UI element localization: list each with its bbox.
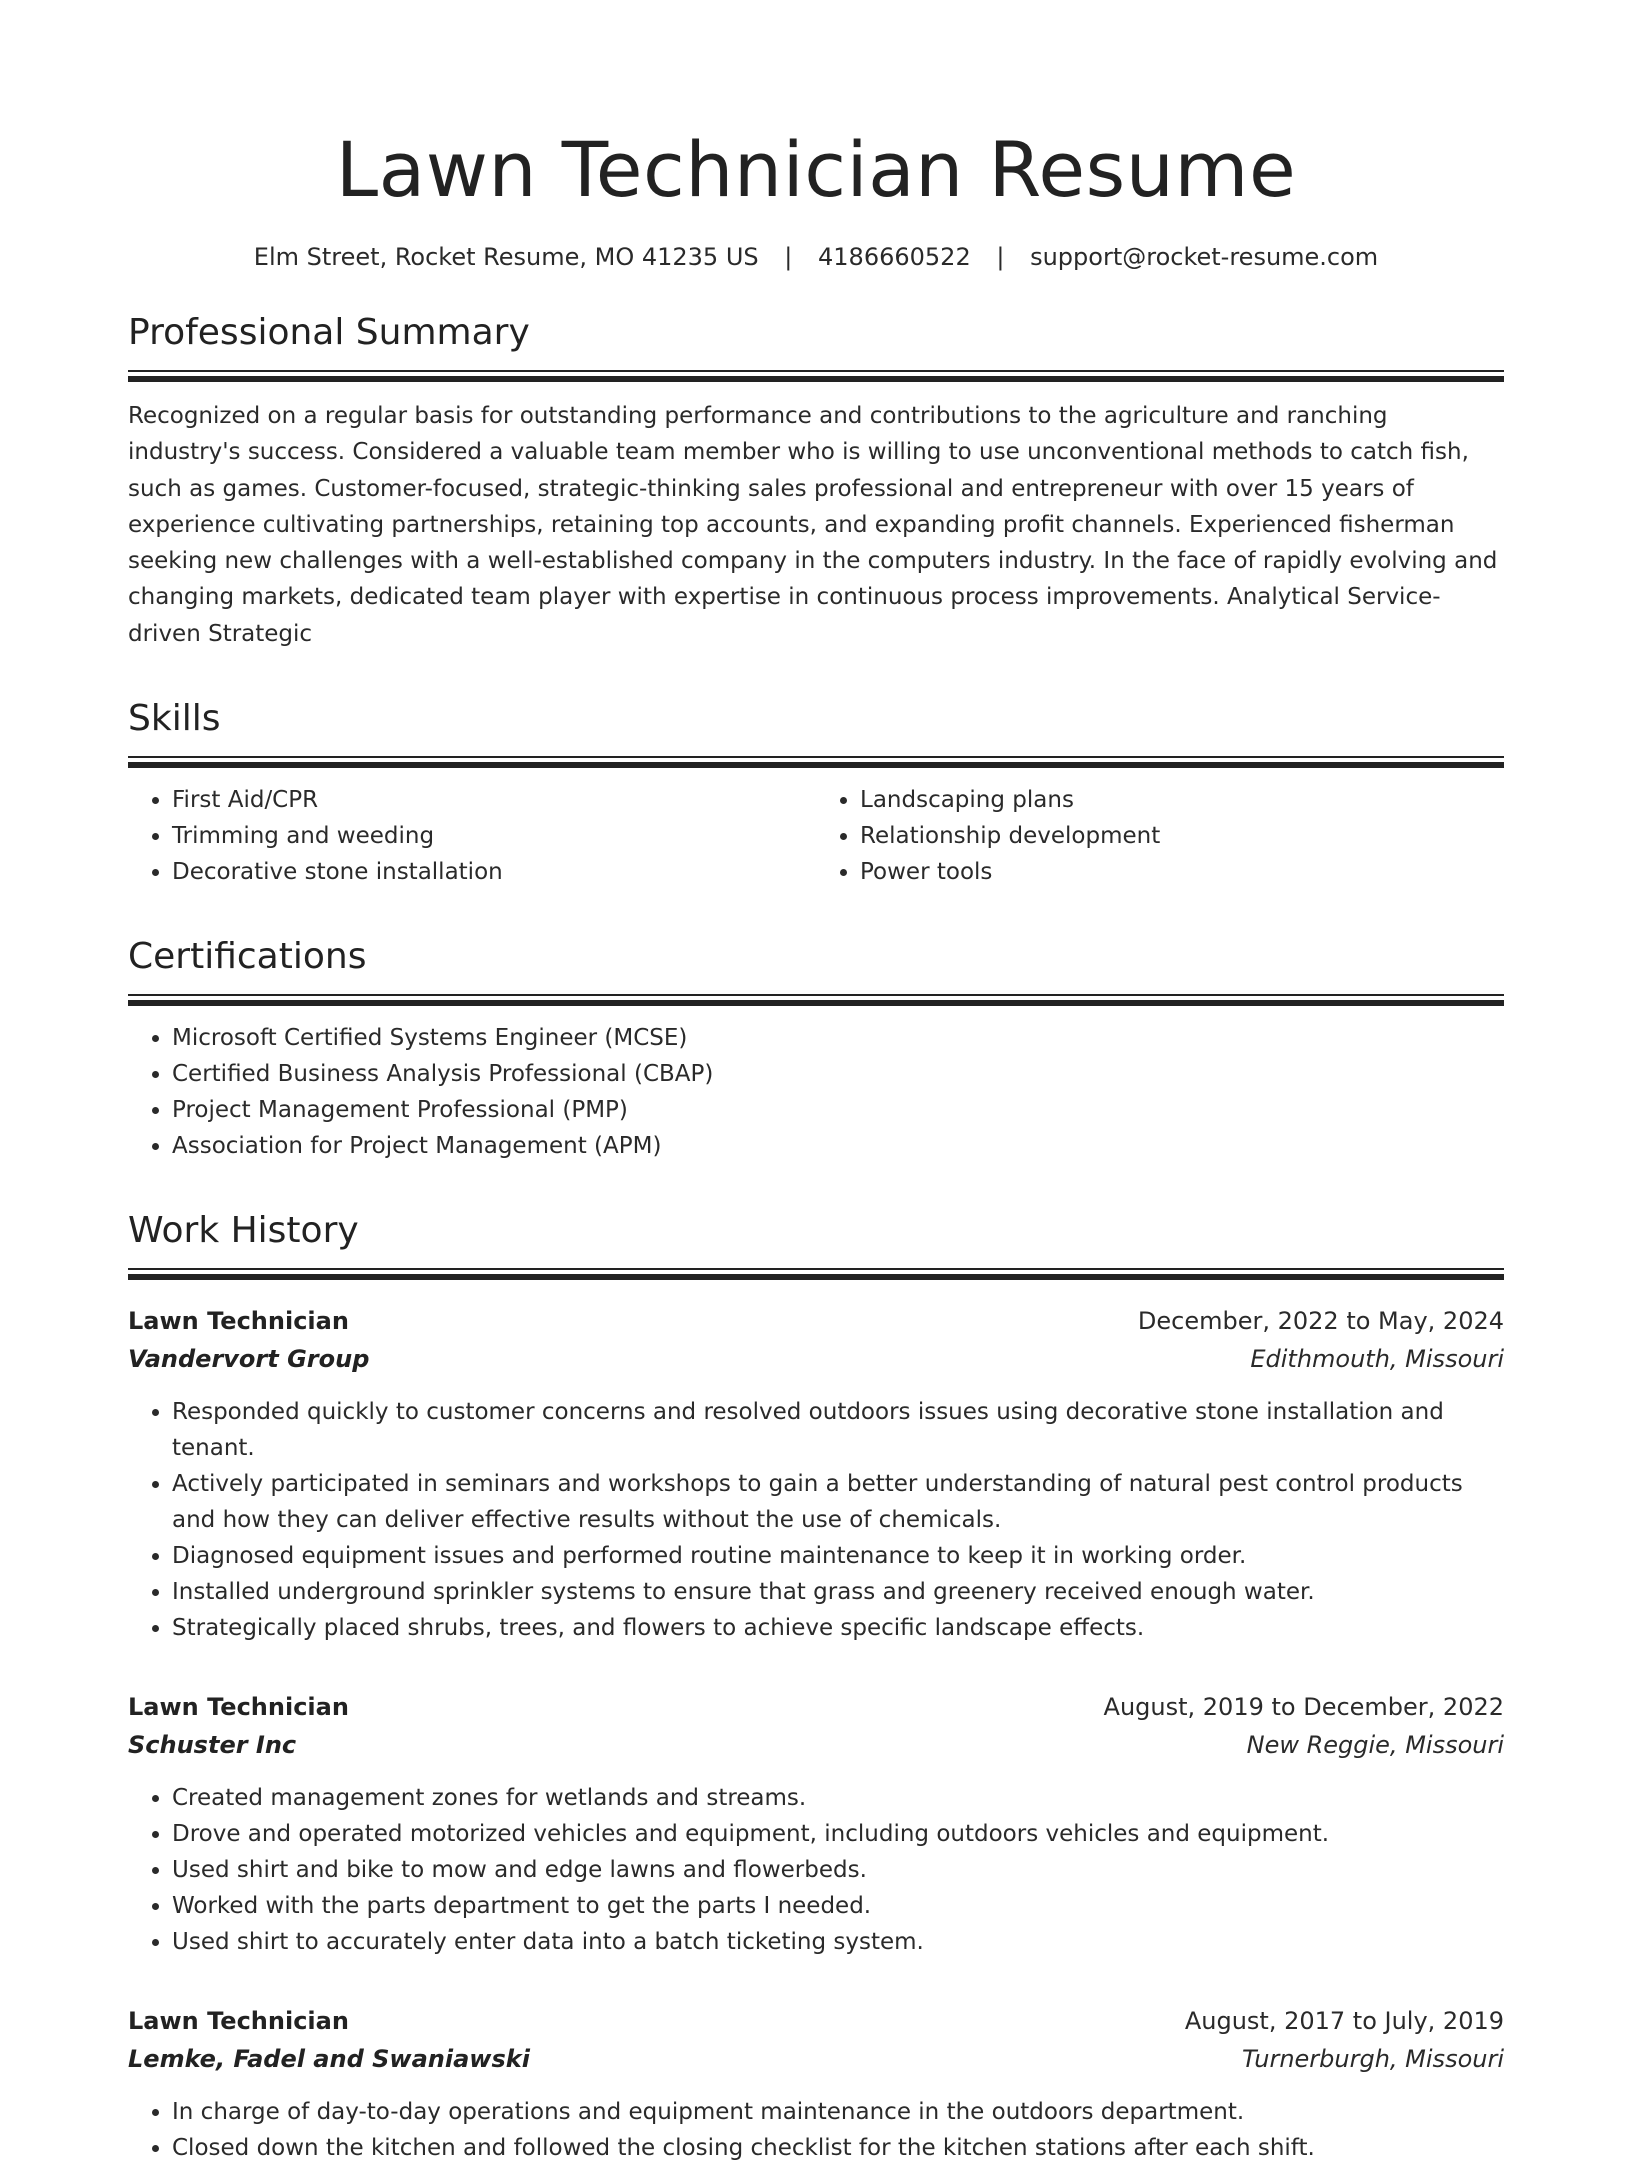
summary-text: Recognized on a regular basis for outstanding performance and contributions to the agriculture and ranching industry's success. Considered a valuable team member who is willing to use unconventional methods to catch fish, such as games. Customer-focused, strategic-thinking sales professional and entrepreneur with over 15 years of experience cultivating partnerships, retaining top accounts, and expanding profit channels. Experienced fisherman seeking new challenges with a well-established company in the computers industry. In the face of rapidly evolving and changing markets, dedicated team player with expertise in continuous process improvements. Analytical Service-driven Strategic (128, 403, 1498, 647)
section-heading: Certifications (128, 936, 367, 978)
section-divider (128, 370, 1504, 382)
section-heading: Skills (128, 698, 221, 740)
job-bullet: • Used shirt and bike to mow and edge lawns and flowerbeds. (172, 1852, 1504, 1888)
job-company: Vandervort Group (128, 1345, 370, 1374)
certification-item: • Certified Business Analysis Professional (CBAP) (172, 1056, 1504, 1092)
job-bullet: • Diagnosed equipment issues and performed routine maintenance to keep it in working order. (172, 1538, 1504, 1574)
job-company-row (128, 2040, 1504, 2078)
job-bullet: • Worked with the parts department to get the parts I needed. (172, 1888, 1504, 1924)
skills-list-left (128, 782, 816, 890)
job-dates: December, 2022 to May, 2024 (1137, 1307, 1504, 1336)
job-title: Lawn Technician (128, 1693, 349, 1722)
job-company-row (128, 1340, 1504, 1378)
section-heading: Professional Summary (128, 312, 530, 353)
job-bullet: • Closed down the kitchen and followed the closing checklist for the kitchen stations after each shift. (172, 2130, 1504, 2166)
section-divider (128, 994, 1504, 1006)
job-header-row (128, 2002, 1504, 2040)
job-header-row (128, 1302, 1504, 1340)
contact-phone: 4186660522 (818, 243, 971, 271)
skills-list-right (816, 782, 1504, 890)
contact-email: support@rocket-resume.com (1030, 243, 1379, 271)
certifications-section (128, 934, 1504, 1164)
job-title: Lawn Technician (128, 1307, 349, 1336)
job-entry (128, 1688, 1504, 1960)
job-bullets (128, 1780, 1504, 1960)
contact-separator: | (996, 243, 1005, 271)
skill-item: • Landscaping plans (860, 782, 1504, 818)
skills-grid (128, 782, 1504, 890)
job-company: Lemke, Fadel and Swaniawski (128, 2045, 530, 2074)
contact-line (128, 240, 1504, 274)
certification-item: • Association for Project Management (APM) (172, 1128, 1504, 1164)
resume-page (128, 0, 1504, 2166)
skills-section (128, 696, 1504, 890)
job-bullet: • In charge of day-to-day operations and equipment maintenance in the outdoors department. (172, 2094, 1504, 2130)
certification-item: • Project Management Professional (PMP) (172, 1092, 1504, 1128)
job-title: Lawn Technician (128, 2007, 349, 2036)
job-bullet: • Drove and operated motorized vehicles and equipment, including outdoors vehicles and equipment. (172, 1816, 1504, 1852)
job-bullets (128, 1394, 1504, 1646)
job-location: Edithmouth, Missouri (1250, 1345, 1504, 1374)
job-bullet: • Actively participated in seminars and workshops to gain a better understanding of natural pest control products and how they can deliver effective results without the use of chemicals. (172, 1466, 1504, 1538)
job-bullet: • Created management zones for wetlands and streams. (172, 1780, 1504, 1816)
contact-address: Elm Street, Rocket Resume, MO 41235 US (253, 243, 759, 271)
certification-item: • Microsoft Certified Systems Engineer (MCSE) (172, 1020, 1504, 1056)
job-company-row (128, 1726, 1504, 1764)
skill-item: • First Aid/CPR (172, 782, 816, 818)
job-dates: August, 2019 to December, 2022 (1103, 1693, 1504, 1722)
summary-section (128, 310, 1504, 652)
job-bullet: • Used shirt to accurately enter data into a batch ticketing system. (172, 1924, 1504, 1960)
job-bullet: • Responded quickly to customer concerns and resolved outdoors issues using decorative stone installation and tenant. (172, 1394, 1504, 1466)
page-title: Lawn Technician Resume (335, 125, 1297, 214)
job-entry (128, 1302, 1504, 1646)
section-divider (128, 1268, 1504, 1280)
skill-item: • Decorative stone installation (172, 854, 816, 890)
job-bullet: • Strategically placed shrubs, trees, and flowers to achieve specific landscape effects. (172, 1610, 1504, 1646)
section-heading: Work History (128, 1210, 359, 1252)
job-header-row (128, 1688, 1504, 1726)
job-bullet: • Installed underground sprinkler systems to ensure that grass and greenery received enough water. (172, 1574, 1504, 1610)
job-company: Schuster Inc (128, 1731, 297, 1760)
job-location: Turnerburgh, Missouri (1242, 2045, 1504, 2074)
skill-item: • Relationship development (860, 818, 1504, 854)
section-divider (128, 756, 1504, 768)
job-bullets (128, 2094, 1504, 2166)
contact-separator: | (784, 243, 793, 271)
skill-item: • Power tools (860, 854, 1504, 890)
job-entry (128, 2002, 1504, 2166)
job-dates: August, 2017 to July, 2019 (1184, 2007, 1504, 2036)
job-location: New Reggie, Missouri (1246, 1731, 1504, 1760)
skill-item: • Trimming and weeding (172, 818, 816, 854)
work-history-section (128, 1208, 1504, 2166)
certifications-list (128, 1020, 1504, 1164)
